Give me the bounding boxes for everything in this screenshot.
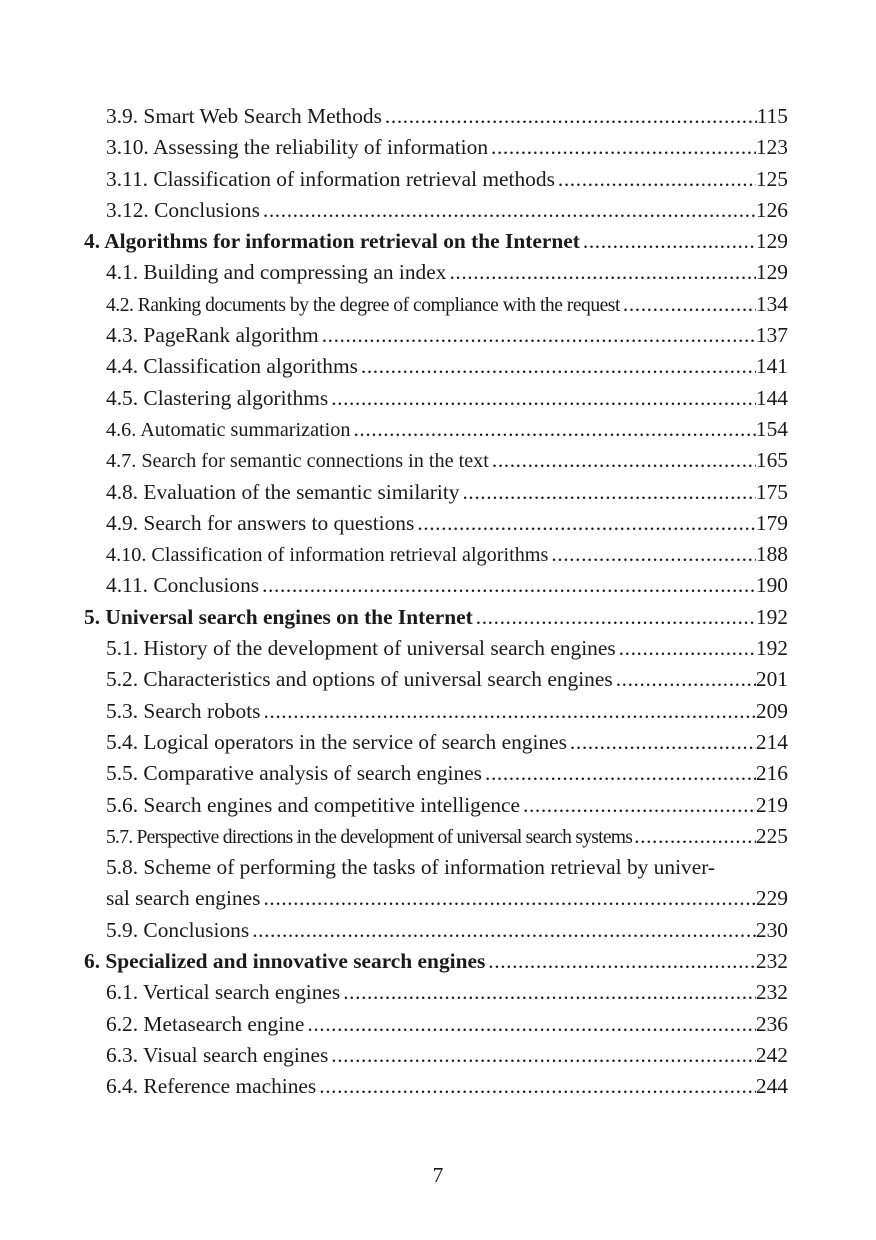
- dot-leader: [473, 602, 756, 633]
- toc-entry-title: 4.11. Conclusions: [106, 573, 260, 598]
- toc-entry-page: 201: [755, 667, 788, 692]
- dot-leader: [260, 195, 756, 226]
- dot-leader: [414, 508, 756, 539]
- toc-entry-page: 188: [755, 542, 788, 567]
- toc-entry: [84, 821, 788, 852]
- toc-chapter: [84, 602, 788, 633]
- toc-entry: [84, 508, 788, 539]
- toc-entry-page: 129: [755, 260, 788, 285]
- toc-entry-page: 230: [755, 917, 788, 942]
- table-of-contents: [84, 101, 788, 1103]
- toc-chapter-title: 4. Algorithms for information retrieval on the Internet: [84, 229, 580, 254]
- toc-entry: [84, 1009, 788, 1040]
- toc-entry-title: 5.4. Logical operators in the service of search engines: [106, 729, 567, 754]
- toc-entry-title: 3.12. Conclusions: [106, 197, 260, 222]
- dot-leader: [382, 101, 757, 132]
- toc-entry-title: 3.10. Assessing the reliability of information: [106, 135, 489, 160]
- toc-entry: [84, 633, 788, 664]
- dot-leader: [548, 539, 756, 570]
- toc-entry: [84, 977, 788, 1008]
- dot-leader: [358, 351, 756, 382]
- toc-entry: [84, 101, 788, 132]
- toc-entry: [84, 257, 788, 288]
- toc-chapter: [84, 226, 788, 257]
- dot-leader: [350, 414, 755, 445]
- toc-entry: [84, 727, 788, 758]
- toc-entry-title: 4.2. Ranking documents by the degree of compliance with the request: [106, 294, 620, 316]
- toc-entry-title: 5.3. Search robots: [106, 698, 261, 723]
- toc-entry: [84, 289, 788, 320]
- toc-entry-title: 3.11. Classification of information retrieval methods: [106, 166, 555, 191]
- dot-leader: [485, 946, 756, 977]
- toc-entry-page: 115: [756, 104, 788, 128]
- dot-leader: [260, 696, 755, 727]
- toc-entry-title: 3.9. Smart Web Search Methods: [106, 104, 382, 128]
- toc-entry-page: 134: [755, 291, 788, 316]
- toc-entry: [84, 320, 788, 351]
- toc-entry-title: 5.2. Characteristics and options of universal search engines: [106, 667, 613, 692]
- toc-entry-page: 190: [755, 573, 788, 598]
- toc-entry-page: 209: [755, 698, 788, 723]
- toc-entry: [84, 477, 788, 508]
- dot-leader: [249, 915, 756, 946]
- toc-entry-page: 137: [755, 323, 788, 348]
- toc-entry: [84, 883, 788, 914]
- page-number: 7: [432, 1163, 444, 1187]
- toc-entry: [84, 132, 788, 163]
- toc-entry: [84, 539, 788, 570]
- toc-entry: [84, 414, 788, 445]
- dot-leader: [567, 727, 756, 758]
- dot-leader: [260, 883, 755, 914]
- toc-entry-page: 244: [755, 1074, 788, 1099]
- toc-entry: [84, 1071, 788, 1102]
- toc-entry-title: 6.3. Visual search engines: [106, 1042, 329, 1067]
- toc-chapter-page: 232: [755, 949, 788, 974]
- toc-entry-title: 5.5. Comparative analysis of search engines: [106, 761, 483, 786]
- dot-leader: [482, 758, 756, 789]
- toc-entry-page: 125: [755, 166, 788, 191]
- toc-entry-title: 6.1. Vertical search engines: [106, 980, 341, 1005]
- toc-entry-title-line2: sal search engines: [106, 886, 261, 911]
- dot-leader: [620, 289, 756, 320]
- dot-leader: [259, 570, 756, 601]
- toc-entry: [84, 570, 788, 601]
- toc-entry-page: 242: [755, 1042, 788, 1067]
- toc-entry-page: 126: [755, 197, 788, 222]
- dot-leader: [328, 383, 756, 414]
- dot-leader: [488, 132, 756, 163]
- toc-entry-page: 123: [755, 135, 788, 160]
- toc-entry-page: 236: [755, 1011, 788, 1036]
- toc-entry: [84, 790, 788, 821]
- toc-entry-title: 5.7. Perspective directions in the development of universal search systems: [106, 826, 633, 848]
- dot-leader: [580, 226, 756, 257]
- toc-chapter-page: 192: [755, 604, 788, 629]
- toc-entry-page: 229: [755, 886, 788, 911]
- dot-leader: [489, 445, 756, 476]
- toc-entry: [84, 696, 788, 727]
- toc-entry-title: 4.5. Clastering algorithms: [106, 385, 329, 410]
- toc-entry-title-line1: 5.8. Scheme of performing the tasks of information retrieval by univer-: [106, 855, 716, 880]
- toc-entry: [84, 445, 788, 476]
- toc-entry-page: 219: [755, 792, 788, 817]
- dot-leader: [316, 1071, 756, 1102]
- toc-chapter-page: 129: [755, 229, 788, 254]
- toc-entry-title: 5.6. Search engines and competitive intelligence: [106, 792, 521, 817]
- dot-leader: [520, 790, 756, 821]
- toc-entry-page: 179: [755, 510, 788, 535]
- dot-leader: [616, 633, 756, 664]
- toc-entry-page: 165: [755, 448, 788, 473]
- toc-chapter-title: 6. Specialized and innovative search engines: [84, 949, 486, 974]
- toc-entry-page: 154: [755, 416, 788, 441]
- toc-entry-title: 6.4. Reference machines: [106, 1074, 317, 1099]
- toc-entry-page: 175: [755, 479, 788, 504]
- toc-entry-title: 4.8. Evaluation of the semantic similarity: [106, 479, 460, 504]
- toc-entry-page: 216: [755, 761, 788, 786]
- toc-entry-page: 141: [755, 354, 788, 379]
- toc-entry-title: 4.9. Search for answers to questions: [106, 510, 415, 535]
- dot-leader: [446, 257, 755, 288]
- toc-entry-title: 5.9. Conclusions: [106, 917, 250, 942]
- toc-entry: [84, 915, 788, 946]
- toc-entry: [84, 195, 788, 226]
- dot-leader: [459, 477, 755, 508]
- toc-entry-title: 4.4. Classification algorithms: [106, 354, 358, 379]
- toc-entry-page: 192: [755, 636, 788, 661]
- dot-leader: [304, 1009, 756, 1040]
- dot-leader: [328, 1040, 756, 1071]
- toc-entry: [84, 664, 788, 695]
- toc-entry: [84, 383, 788, 414]
- dot-leader: [340, 977, 756, 1008]
- toc-entry-page: 144: [755, 385, 788, 410]
- toc-entry-title: 4.1. Building and compressing an index: [106, 260, 447, 285]
- dot-leader: [319, 320, 756, 351]
- dot-leader: [632, 821, 756, 852]
- toc-chapter-title: 5. Universal search engines on the Internet: [84, 604, 473, 629]
- toc-chapter: [84, 946, 788, 977]
- toc-entry: [84, 351, 788, 382]
- dot-leader: [555, 164, 756, 195]
- toc-entry: [84, 1040, 788, 1071]
- toc-entry-title: 5.1. History of the development of universal search engines: [106, 636, 616, 661]
- toc-entry-title: 4.3. PageRank algorithm: [106, 323, 319, 348]
- toc-entry: [84, 758, 788, 789]
- toc-entry-title: 4.7. Search for semantic connections in the text: [106, 450, 489, 473]
- toc-entry-title: 4.10. Classification of information retrieval algorithms: [106, 544, 549, 567]
- toc-entry: [84, 164, 788, 195]
- toc-entry-title: 6.2. Metasearch engine: [106, 1011, 305, 1036]
- toc-entry-page: 225: [755, 823, 788, 848]
- dot-leader: [613, 664, 756, 695]
- toc-entry-title: 4.6. Automatic summarization: [106, 418, 351, 441]
- toc-entry-page: 214: [755, 729, 788, 754]
- toc-entry-page: 232: [755, 980, 788, 1005]
